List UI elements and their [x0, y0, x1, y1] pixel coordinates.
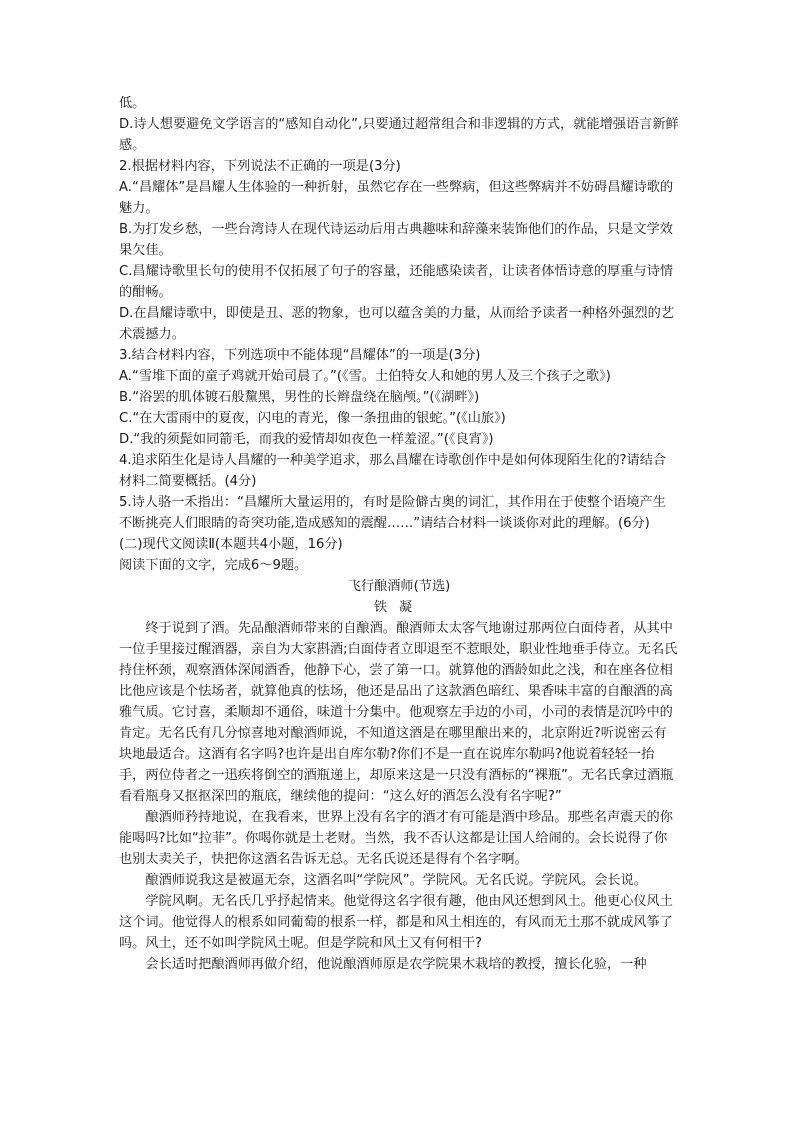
q3-stem: 3.结合材料内容，下列选项中不能体现“昌耀体”的一项是(3分) — [119, 348, 481, 363]
q2-option-a: A.“昌耀体”是昌耀人生体验的一种折射，虽然它存在一些弊病，但这些弊病并不妨碍昌耀诗歌的魅力。 — [119, 180, 674, 216]
q5: 5.诗人骆一禾指出：“昌耀所大量运用的，有时是险僻古奥的词汇，其作用在于使整个语境产生不断挑亮人们眼睛的奇突功能,造成感知的震醒……”请结合材料一谈谈你对此的理解。(6分) — [119, 495, 666, 531]
q2-option-b: B.为打发乡愁，一些台湾诗人在现代诗运动后用古典趣味和辞藻来装饰他们的作品，只是文学效果欠佳。 — [119, 222, 673, 258]
q2-option-d: D.在昌耀诗歌中，即使是丑、恶的物象，也可以蕴含美的力量，从而给予读者一种格外强烈的艺术震撼力。 — [119, 306, 675, 342]
article-paragraph-4: 学院风啊。无名氏几乎抒起情来。他觉得这名字很有趣，他由风还想到风土。他更心仪风土这个词。他觉得人的根系如同葡萄的根系一样，都是和风土相连的，有风而无土那不就成风筝了吗。风土，还不如叫学院风土呢。但是学院和风土又有何相干? — [119, 894, 673, 951]
q1-option-d: D.诗人想要避免文学语言的“感知自动化”,只要通过超常组合和非逻辑的方式，就能增强语言新鲜感。 — [119, 117, 679, 153]
q4: 4.追求陌生化是诗人昌耀的一种美学追求，那么昌耀在诗歌创作中是如何体现陌生化的?请结合材料二简要概括。(4分) — [119, 453, 667, 489]
article-paragraph-3: 酿酒师说我这是被逼无奈，这酒名叫“学院风”。学院风。无名氏说。学院风。会长说。 — [145, 873, 647, 888]
article-paragraph-1: 终于说到了酒。先品酿酒师带来的自酿酒。酿酒师太太客气地谢过那两位白面侍者，从其中一位手里接过醒酒器，亲自为大家斟酒;白面侍者立即退至不惹眼处，职业性地垂手侍立。无名氏持住杯颈，观察酒体深闻酒香，他静下心，尝了第一口。就算他的酒龄如此之浅，和在座各位相比他应该是个怯场者，就算他真的怯场，他还是品出了这款酒色暗红、果香味丰富的自酿酒的高雅气质。它讨喜，柔顺却不通俗，味道十分集中。他观察左手边的小司，小司的表情是沉吟中的肯定。无名氏有几分惊喜地对酿酒师说，不知道这酒是在哪里酿出来的，北京附近?听说密云有块地最适合。这酒有名字吗?也许是出自库尔勒?你们不是一直在说库尔勒吗?他说着轻轻一抬手，两位侍者之一迅疾将倒空的酒瓶递上，却原来这是一只没有酒标的“裸瓶”。无名氏拿过酒瓶看看瓶身又抠抠深凹的瓶底，继续他的提问：“这么好的酒怎么没有名字呢?” — [119, 621, 678, 804]
section-instruction: 阅读下面的文字，完成6～9题。 — [119, 558, 308, 573]
q3-option-a: A.“雪堆下面的童子鸡就开始司晨了。”(《雪。土伯特女人和她的男人及三个孩子之歌》) — [119, 369, 611, 384]
text-column — [119, 93, 679, 975]
q2-stem: 2.根据材料内容，下列说法不正确的一项是(3分) — [119, 159, 401, 174]
article-title: 飞行酿酒师(节选) — [347, 579, 451, 594]
article-paragraph-5: 会长适时把酿酒师再做介绍，他说酿酒师原是农学院果木栽培的教授，擅长化验，一种 — [145, 957, 647, 972]
q3-option-d: D.“我的须髭如同箭毛，而我的爱情却如夜色一样羞涩。”(《良宵》) — [119, 432, 494, 447]
option-c-continued: 低。 — [119, 96, 146, 111]
q2-option-c: C.昌耀诗歌里长句的使用不仅拓展了句子的容量，还能感染读者，让读者体悟诗意的厚重与诗情的酣畅。 — [119, 264, 674, 300]
section-heading: (二)现代文阅读Ⅱ(本题共4小题，16分) — [119, 537, 343, 552]
article-author: 铁凝 — [373, 600, 425, 615]
q3-option-b: B.“浴罢的肌体镀石般黧黑，男性的长辫盘绕在脑颅。”(《湖畔》) — [119, 390, 480, 405]
q3-option-c: C.“在大雷雨中的夏夜，闪电的青光，像一条扭曲的银蛇。”(《山旅》) — [119, 411, 506, 426]
article-paragraph-2: 酿酒师矜持地说，在我看来，世界上没有名字的酒才有可能是酒中珍品。那些名声震天的你能喝吗?比如“拉菲”。你喝你就是土老财。当然，我不否认这都是让国人给闹的。会长说得了你也别太卖关子，快把你这酒名告诉无总。无名氏说还是得有个名字啊。 — [119, 810, 673, 867]
